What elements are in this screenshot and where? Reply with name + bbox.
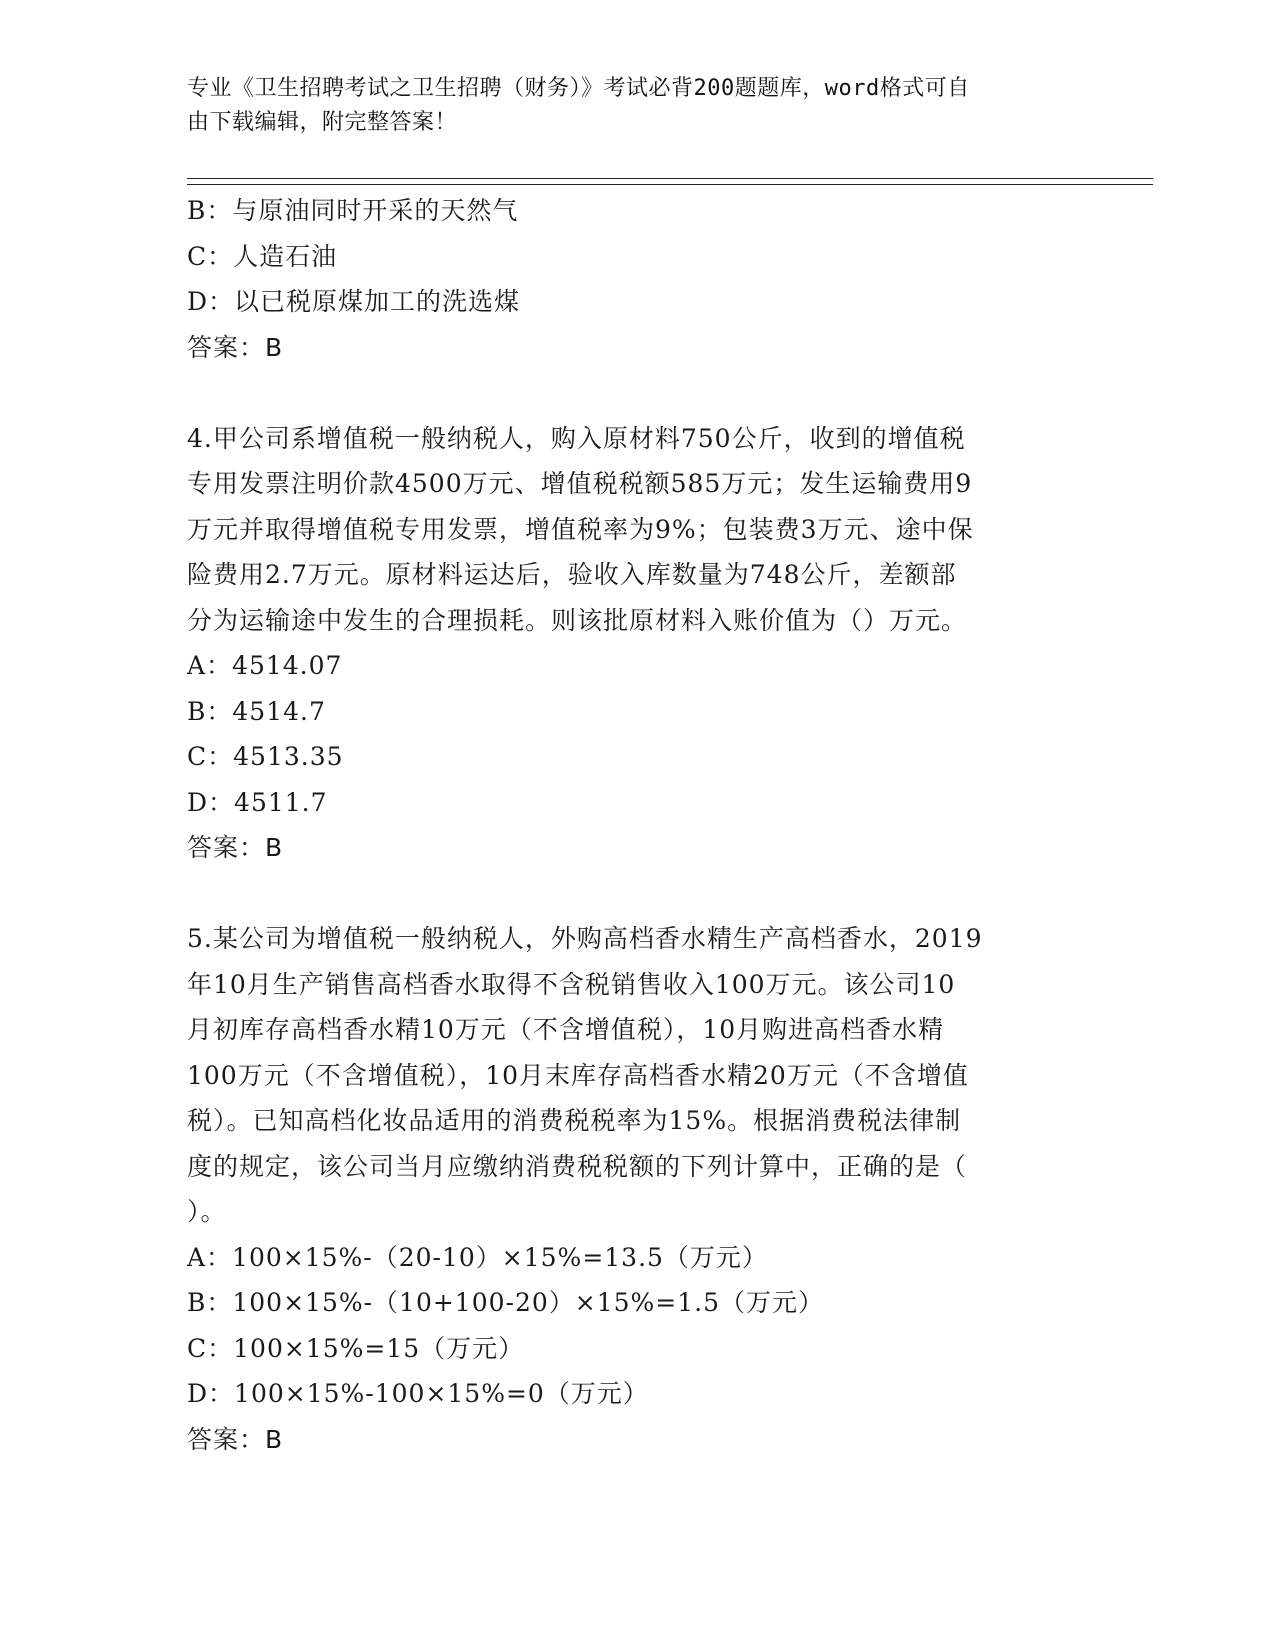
- q4-stem-line: 4.甲公司系增值税一般纳税人，购入原材料750公斤，收到的增值税: [187, 423, 966, 453]
- q4-stem-line: 万元并取得增值税专用发票，增值税率为9%；包装费3万元、途中保: [187, 514, 974, 544]
- q4-stem-line: 险费用2.7万元。原材料运达后，验收入库数量为748公斤，差额部: [187, 560, 957, 589]
- q4-option-b: B：4514.7: [187, 696, 326, 726]
- document-body: [187, 188, 1087, 1462]
- q5-stem-line: 税）。已知高档化妆品适用的消费税税率为15%。根据消费税法律制: [187, 1106, 962, 1135]
- q4-option-c: C：4513.35: [187, 742, 344, 771]
- q3-option-b: B：与原油同时开采的天然气: [187, 196, 519, 225]
- document-header: [187, 72, 1067, 140]
- q5-stem-line: 度的规定，该公司当月应缴纳消费税税额的下列计算中，正确的是（: [187, 1151, 968, 1181]
- header-divider-top: [187, 178, 1153, 179]
- q5-option-b: B：100×15%-（10+100-20）×15%=1.5（万元）: [187, 1288, 825, 1317]
- q5-answer: 答案：B: [187, 1424, 284, 1454]
- q5-stem-line: 月初库存高档香水精10万元（不含增值税），10月购进高档香水精: [187, 1015, 945, 1044]
- q4-stem-line: 分为运输途中发生的合理损耗。则该批原材料入账价值为（）万元。: [187, 605, 968, 635]
- q5-stem-line: 5.某公司为增值税一般纳税人，外购高档香水精生产高档香水，2019: [187, 924, 983, 953]
- q4-answer: 答案：B: [187, 833, 284, 862]
- spacer: [187, 370, 1087, 416]
- q5-stem-line: 100万元（不含增值税），10月末库存高档香水精20万元（不含增值: [187, 1060, 969, 1090]
- q5-option-c: C：100×15%=15（万元）: [187, 1333, 525, 1363]
- q5-option-d: D：100×15%-100×15%=0（万元）: [187, 1379, 649, 1408]
- spacer: [187, 871, 1087, 917]
- question-4: [187, 416, 1087, 871]
- q5-stem-line: ）。: [187, 1197, 227, 1226]
- q3-option-c: C：人造石油: [187, 241, 338, 271]
- question-3-continued: [187, 188, 1087, 370]
- q4-option-d: D：4511.7: [187, 787, 328, 817]
- q3-answer: 答案：B: [187, 332, 284, 362]
- question-5: [187, 916, 1087, 1462]
- q5-option-a: A：100×15%-（20-10）×15%=13.5（万元）: [187, 1242, 768, 1272]
- q4-stem-line: 专用发票注明价款4500万元、增值税税额585万元；发生运输费用9: [187, 469, 973, 498]
- header-divider-bottom: [187, 184, 1153, 185]
- header-line-2: 由下载编辑，附完整答案！: [187, 110, 458, 135]
- q5-stem-line: 年10月生产销售高档香水取得不含税销售收入100万元。该公司10: [187, 969, 956, 999]
- header-line-1: 专业《卫生招聘考试之卫生招聘（财务）》考试必背200题题库，word格式可自: [187, 76, 970, 101]
- q3-option-d: D：以已税原煤加工的洗选煤: [187, 287, 521, 316]
- q4-option-a: A：4514.07: [187, 651, 343, 680]
